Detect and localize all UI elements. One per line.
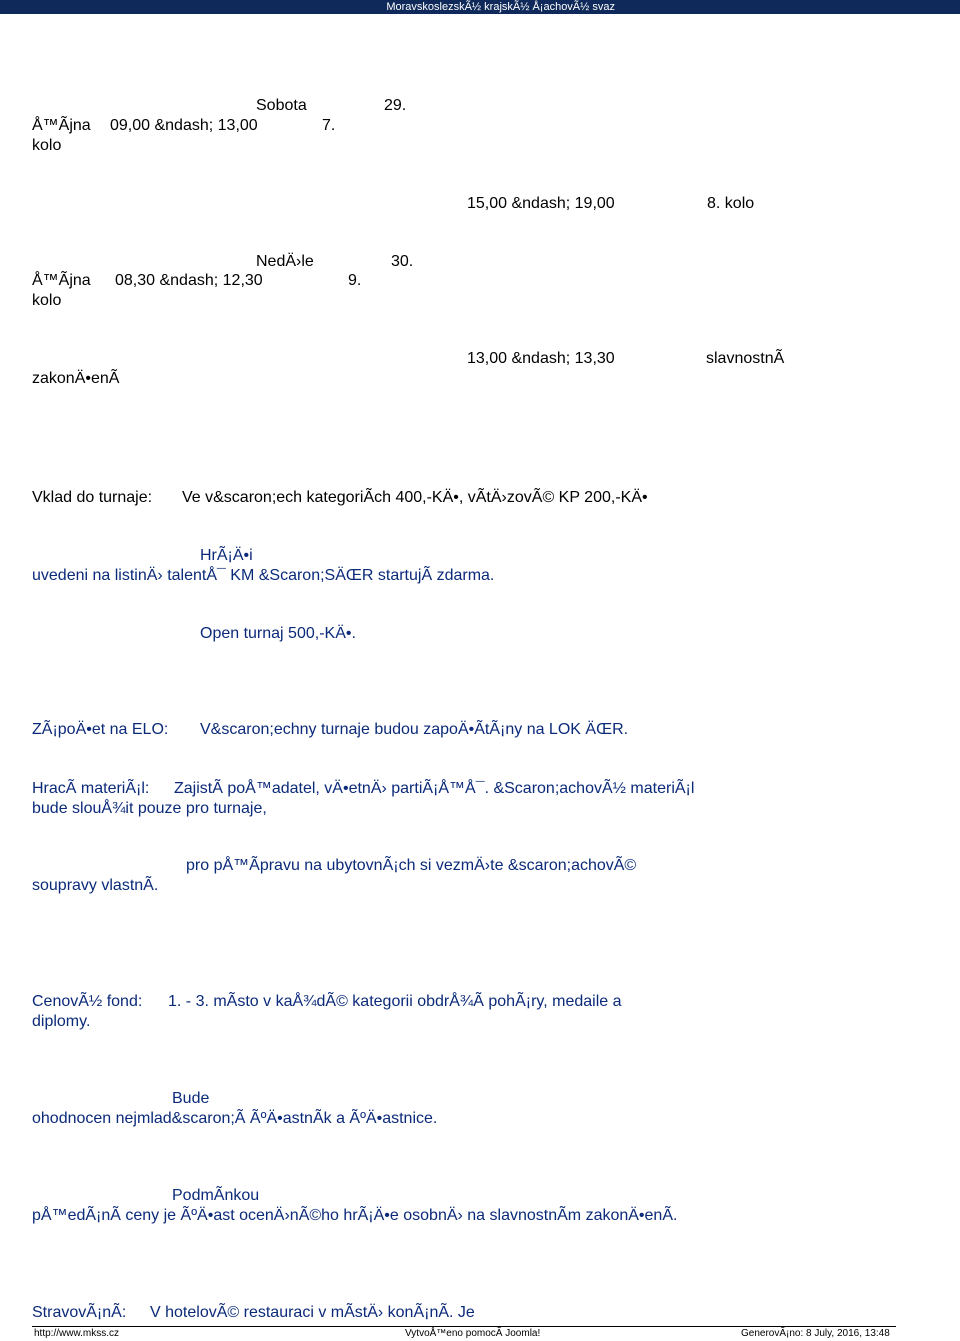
fee-players-label: HrÃ¡Ä•i xyxy=(200,547,253,564)
prize-text-4: ohodnocen nejmlad&scaron;Ã ÃºÄ•astnÃk a ÃºÄ•astnice. xyxy=(32,1110,438,1127)
prize-text-1: 1. - 3. mÃsto v kaÅ¾dÃ© kategorii obdrÅ¾Ã pohÃ¡ry, medaile a xyxy=(168,993,622,1010)
round-word: kolo xyxy=(32,292,62,309)
month-october: Å™Ãjna xyxy=(32,117,91,134)
date-30: 30. xyxy=(391,253,414,270)
closing-ceremony-label: slavnostnÃ xyxy=(706,350,785,367)
footer-created-text: VytvoÅ™eno pomocÃ Joomla! xyxy=(405,1328,541,1339)
footer-generated-text: GenerovÃ¡no: 8 July, 2016, 13:48 xyxy=(741,1328,890,1339)
month-october: Å™Ãjna xyxy=(32,272,91,289)
prize-text-3: Bude xyxy=(172,1090,210,1107)
date-29: 29. xyxy=(384,97,407,114)
time-sunday-morning: 08,30 &ndash; 12,30 xyxy=(115,272,263,289)
fee-text: Ve v&scaron;ech kategoriÃch 400,-KÄ•, vÃtÄ›zovÃ© KP 200,-KÄ• xyxy=(182,489,648,506)
food-label: StravovÃ¡nÃ: xyxy=(32,1304,127,1321)
prize-label: CenovÃ½ fond: xyxy=(32,993,143,1010)
material-text-3: pro pÅ™Ãpravu na ubytovnÃ¡ch si vezmÄ›te &scaron;achovÃ© xyxy=(186,857,637,874)
prize-text-2: diplomy. xyxy=(32,1013,91,1030)
fee-open-text: Open turnaj 500,-KÄ•. xyxy=(200,625,356,642)
elo-text: V&scaron;echny turnaje budou zapoÄ•ÃtÃ¡ny na LOK ÄŒR. xyxy=(200,721,629,738)
fee-label: Vklad do turnaje: xyxy=(32,489,153,506)
food-text: V hotelovÃ© restauraci v mÃstÄ› konÃ¡nÃ. Je xyxy=(150,1304,475,1321)
day-sunday: NedÄ›le xyxy=(256,253,314,270)
round-8: 8. kolo xyxy=(707,195,755,212)
prize-text-5: PodmÃnkou xyxy=(172,1187,260,1204)
prize-text-6: pÅ™edÃ¡nÃ ceny je ÃºÄ•ast ocenÄ›nÃ©ho hrÃ¡Ä•e osobnÄ› na slavnostnÃm zakonÄ•enÃ. xyxy=(32,1207,678,1224)
footer-url-link[interactable]: http://www.mkss.cz xyxy=(34,1328,120,1339)
material-text-2: bude slouÅ¾it pouze pro turnaje, xyxy=(32,800,267,817)
day-saturday: Sobota xyxy=(256,97,307,114)
footer-divider xyxy=(32,1326,896,1327)
round-7: 7. xyxy=(322,117,336,134)
material-text-4: soupravy vlastnÃ. xyxy=(32,877,159,894)
closing-ceremony-label-2: zakonÄ•enÃ xyxy=(32,370,120,387)
fee-talent-text: uvedeni na listinÄ› talentÅ¯ KM &Scaron;SÄŒR startujÃ zdarma. xyxy=(32,567,495,584)
round-9: 9. xyxy=(348,272,362,289)
time-saturday-afternoon: 15,00 &ndash; 19,00 xyxy=(467,195,615,212)
material-label: HracÃ materiÃ¡l: xyxy=(32,780,150,797)
time-saturday-morning: 09,00 &ndash; 13,00 xyxy=(110,117,258,134)
site-title: MoravskoslezskÃ½ krajskÃ½ Å¡achovÃ½ svaz xyxy=(386,1,615,13)
time-closing: 13,00 &ndash; 13,30 xyxy=(467,350,615,367)
round-word: kolo xyxy=(32,137,62,154)
elo-label: ZÃ¡poÄ•et na ELO: xyxy=(32,721,169,738)
header-bar xyxy=(0,0,960,14)
material-text-1: ZajistÃ poÅ™adatel, vÄ•etnÄ› partiÃ¡Å™Å¯. &Scaron;achovÃ½ materiÃ¡l xyxy=(174,780,695,797)
